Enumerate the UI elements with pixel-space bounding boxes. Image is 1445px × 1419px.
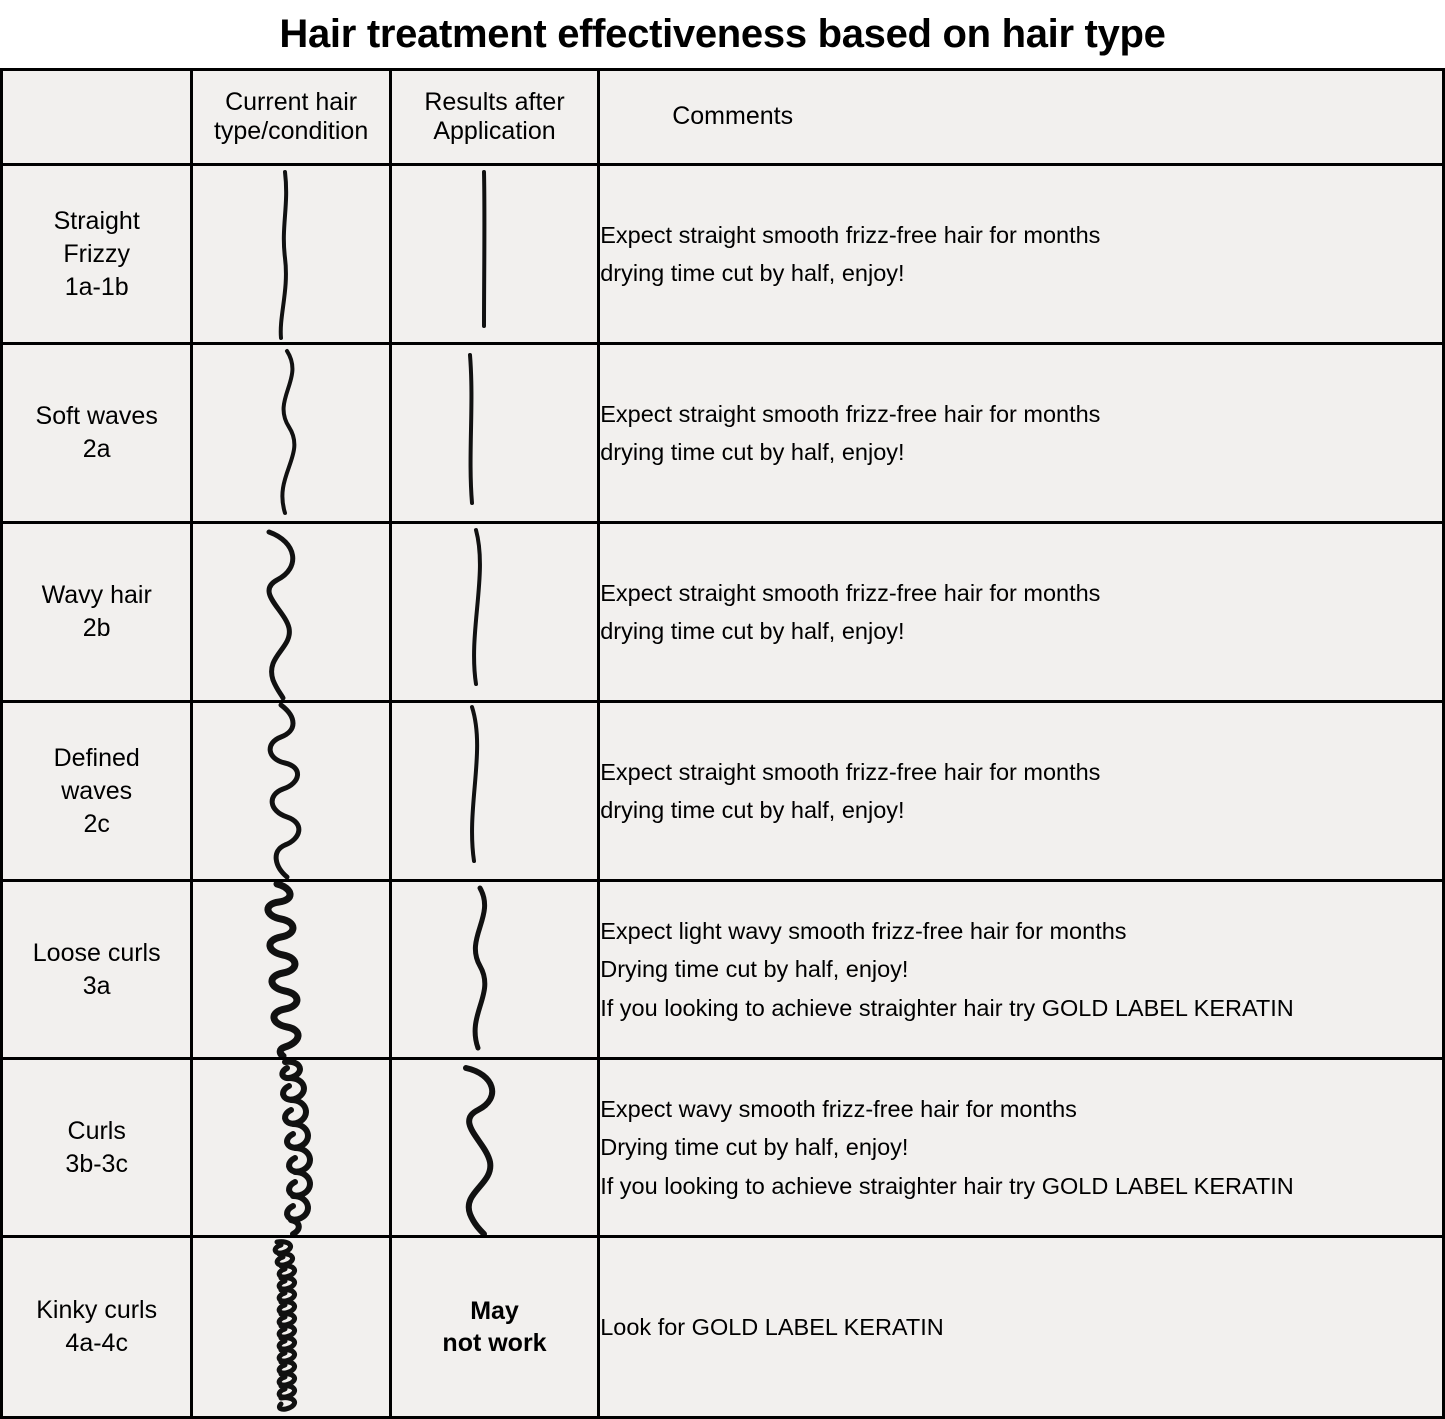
defined-wave-hair-strand-icon [192, 702, 390, 881]
hair-type-line1: Straight [53, 206, 140, 235]
comments-cell [599, 344, 1444, 523]
hair-type-line1: Loose curls [32, 938, 161, 967]
comments-cell [599, 1237, 1444, 1418]
header-comments: Comments [599, 70, 1444, 165]
tight-curl-hair-strand-icon [192, 1059, 390, 1237]
header-hair-type [2, 70, 192, 165]
hair-type-line3: 2c [83, 809, 110, 838]
kinky-coil-hair-strand-icon [192, 1237, 390, 1418]
header-results-after-application [390, 70, 598, 165]
hair-type-line1: Soft waves [35, 402, 158, 430]
comment-line: drying time cut by half, enjoy! [600, 439, 905, 465]
table-row [2, 702, 1444, 881]
straight-hair-strand-icon [390, 702, 598, 881]
hair-type-line2: 2b [82, 614, 111, 642]
straight-hair-strand-icon [390, 523, 598, 702]
header-current-line1: Current hair [225, 87, 358, 116]
header-results-line1: Results after [424, 87, 565, 116]
straight-hair-strand-icon [390, 165, 598, 344]
header-current-hair-type [192, 70, 390, 165]
table-row [2, 523, 1444, 702]
header-results-line2: Application [433, 117, 556, 145]
result-text-line2: not work [442, 1329, 547, 1357]
table-header-row [2, 70, 1444, 165]
hair-type-line1: Curls [67, 1116, 126, 1145]
hair-type-cell [2, 1059, 192, 1237]
comment-line: Expect light wavy smooth frizz-free hair for months [600, 918, 1127, 945]
wavy-hair-strand-icon [192, 523, 390, 702]
hair-type-cell [2, 523, 192, 702]
hair-type-cell [2, 881, 192, 1059]
table-row [2, 344, 1444, 523]
hair-type-cell [2, 702, 192, 881]
comment-line: If you looking to achieve straighter hair try GOLD LABEL KERATIN [600, 1172, 1294, 1199]
hair-type-cell [2, 344, 192, 523]
wavy-hair-strand-icon [390, 1059, 598, 1237]
comments-cell [599, 881, 1444, 1059]
hair-type-line1: Wavy hair [41, 581, 152, 609]
comment-line: If you looking to achieve straighter hair try GOLD LABEL KERATIN [600, 994, 1294, 1021]
hair-type-cell [2, 165, 192, 344]
hair-type-line2: 2a [82, 435, 111, 463]
loose-curl-hair-strand-icon [192, 881, 390, 1059]
comment-line: Drying time cut by half, enjoy! [600, 956, 909, 983]
table-row [2, 165, 1444, 344]
hair-type-line2: waves [61, 776, 133, 805]
soft-wave-hair-strand-icon [390, 881, 598, 1059]
table-row [2, 1059, 1444, 1237]
hair-type-line2: Frizzy [63, 239, 131, 268]
straight-hair-strand-icon [390, 344, 598, 523]
comment-line: drying time cut by half, enjoy! [600, 797, 905, 823]
comments-cell [599, 165, 1444, 344]
comment-line: drying time cut by half, enjoy! [600, 618, 905, 644]
table-row [2, 1237, 1444, 1418]
comment-line: Look for GOLD LABEL KERATIN [600, 1313, 944, 1340]
comment-line: Expect wavy smooth frizz-free hair for months [600, 1096, 1077, 1123]
comment-line: drying time cut by half, enjoy! [600, 260, 905, 286]
comment-line: Drying time cut by half, enjoy! [600, 1134, 909, 1161]
hair-type-line3: 1a-1b [64, 272, 129, 301]
hair-type-line2: 3b-3c [65, 1149, 128, 1178]
comments-cell [599, 523, 1444, 702]
hair-type-line2: 4a-4c [65, 1329, 128, 1357]
hair-type-cell [2, 1237, 192, 1418]
comment-line: Expect straight smooth frizz-free hair for months [600, 400, 1101, 427]
hair-type-line1: Defined [53, 743, 140, 772]
comment-line: Expect straight smooth frizz-free hair for months [600, 579, 1101, 606]
table-row [2, 881, 1444, 1059]
comments-cell [599, 702, 1444, 881]
header-current-line2: type/condition [213, 117, 369, 145]
hair-type-line1: Kinky curls [36, 1296, 158, 1324]
hair-treatment-table [0, 68, 1445, 1419]
soft-wave-hair-strand-icon [192, 344, 390, 523]
comments-cell [599, 1059, 1444, 1237]
result-text-line1: May [470, 1296, 519, 1325]
comment-line: Expect straight smooth frizz-free hair for months [600, 221, 1101, 248]
hair-type-line2: 3a [82, 971, 111, 1000]
comment-line: Expect straight smooth frizz-free hair for months [600, 758, 1101, 785]
result-text-cell [390, 1237, 598, 1418]
near-straight-hair-strand-icon [192, 165, 390, 344]
page-title: Hair treatment effectiveness based on hair type [279, 12, 1166, 56]
